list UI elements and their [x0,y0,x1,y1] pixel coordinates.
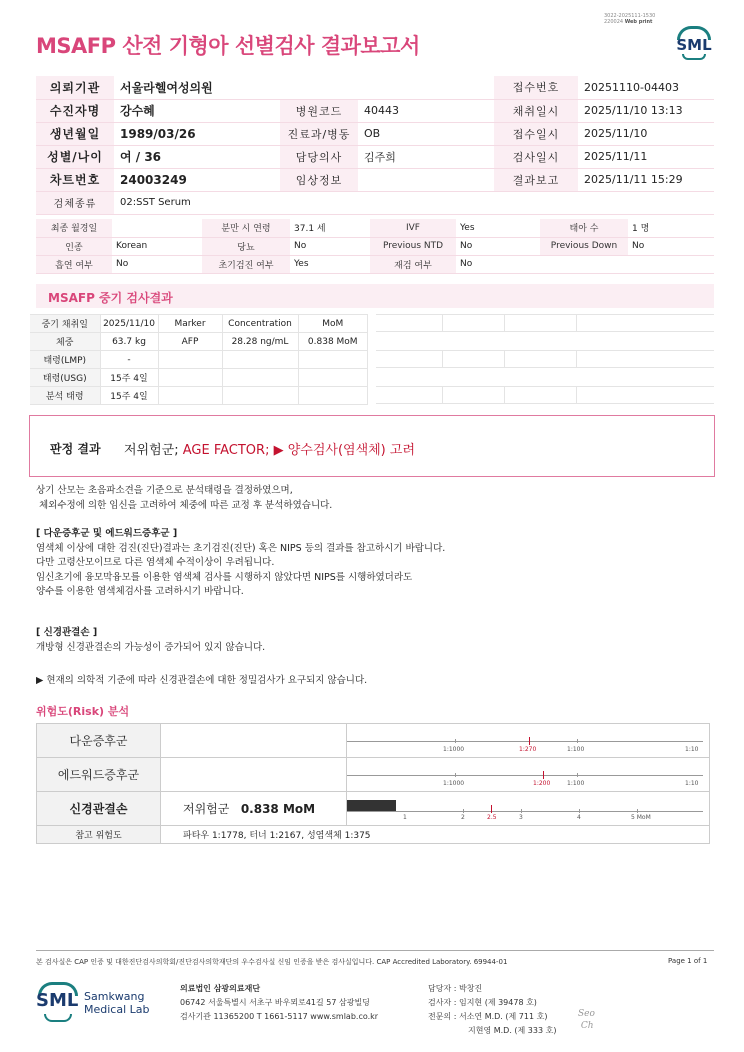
edwards-label: 에드워드증후군 [37,758,161,792]
ntd-label: 신경관결손 [37,792,161,826]
document-code: 3022-2025111-1530 220024 Web print [604,13,656,25]
comment-analysis: 상기 산모는 초음파소견을 기준으로 분석태령을 결정하였으며, 체외수정에 의한 임신을 고려하여 체중에 따른 교정 후 분석하였습니다. [36,485,333,511]
result-table-empty [376,314,714,404]
judgement-value: 저위험군; AGE FACTOR; ▶ 양수검사(염색체) 고려 [124,443,416,458]
web-print-label: Web print [624,19,653,25]
sml-logo: SML [674,24,714,62]
report-title: MSAFP 산전 기형아 선별검사 결과보고서 [36,34,420,58]
down-label: 다운증후군 [37,724,161,758]
ntd-mom-bar [347,800,396,811]
comment-ntd-followup: ▶ 현재의 의학적 기준에 따라 신경관결손에 대한 정밀검사가 요구되지 않습니다. [36,675,368,686]
judgement-label: 판정 결과 [50,442,101,456]
ntd-result: 저위험군 [183,802,230,816]
risk-table [36,723,710,844]
ntd-scale: 1 2 2.5 3 4 5 MoM [347,792,710,826]
staff-info: 담당자 : 박창진 검사자 : 임지현 (제 39478 호) 전문의 : 서소연 M.D. (제 711 호) 지현영 M.D. (제 333 호) [428,984,557,1035]
edwards-scale: 1:1000 1:200 1:100 1:10 [347,758,710,792]
ntd-mom: 0.838 MoM [240,802,316,816]
section-header: MSAFP 중기 검사결과 [36,284,714,308]
judgement-box [29,415,715,477]
ref-risk-label: 참고 위험도 [37,826,161,844]
risk-title: 위험도(Risk) 분석 [36,705,130,718]
page-number: Page 1 of 1 [668,957,708,965]
samkwang-logo: SML Samkwang Medical Lab [36,980,156,1024]
lab-info: 의료법인 삼광의료재단 06742 서울특별시 서초구 바우뫼로41길 57 삼광빌딩 검사기관 11365200 T 1661-5117 www.smlab.co.kr [180,984,379,1021]
clinical-info-table: 최종 월경일 분만 시 연령 37.1 세 IVF Yes 태아 수 1 명 인종 Korean 당뇨 No Previous NTD No Previous Down No 흡연 여부 No 초기검진 여부 Yes 재검 여부 No [36,219,714,274]
comment-ntd: [ 신경관결손 ] 개방형 신경관결손의 가능성이 증가되어 있지 않습니다. [36,627,266,653]
down-scale: 1:1000 1:270 1:100 1:10 [347,724,710,758]
cap-statement: 본 검사실은 CAP 인증 및 대한진단검사의학회/진단검사의학재단의 우수검사실 신임 인증을 받은 검사실입니다. CAP Accredited Laboratory. 69944-01 [36,958,508,966]
comment-down-edwards: [ 다운증후군 및 에드워드증후군 ] 염색체 이상에 대한 검진(진단)결과는 초기검진(진단) 혹은 NIPS 등의 결과를 참고하시기 바랍니다. 다만 고령산모이므로 다른 염색체 수적이상이 우려됩니다. 임신초기에 융모막융모를 이용한 염색체 검사를 시행하지 않았다면 NIPS를 시행하였더라도 양수를 이용한 염색체검사를 고려하시기 바랍니다. [36,528,446,597]
result-table: 중기 채취일 2025/11/10 Marker Concentration MoM 체중 63.7 kg AFP 28.28 ng/mL 0.838 MoM 태령(LMP) - 태령(USG) 15주 4일 분석 태령 15주 4일 [30,314,368,405]
signature: Seo Ch [578,1009,595,1031]
ref-risk-value: 파타우 1:1778, 터너 1:2167, 성염색체 1:375 [161,826,710,844]
patient-info-table: 의뢰기관 서울라헬여성의원 접수번호 20251110-04403 수진자명 강수혜 병원코드 40443 채취일시 2025/11/10 13:13 생년월일 1989/03/26 진료과/병동 OB 접수일시 2025/11/10 성별/나이 여 / 36 담당의사 김주희 검사일시 2025/11/11 차트번호 24003249 임상정보 결과보고 2025/11/11 15:29 검체종류 02:SST Serum [36,76,714,215]
